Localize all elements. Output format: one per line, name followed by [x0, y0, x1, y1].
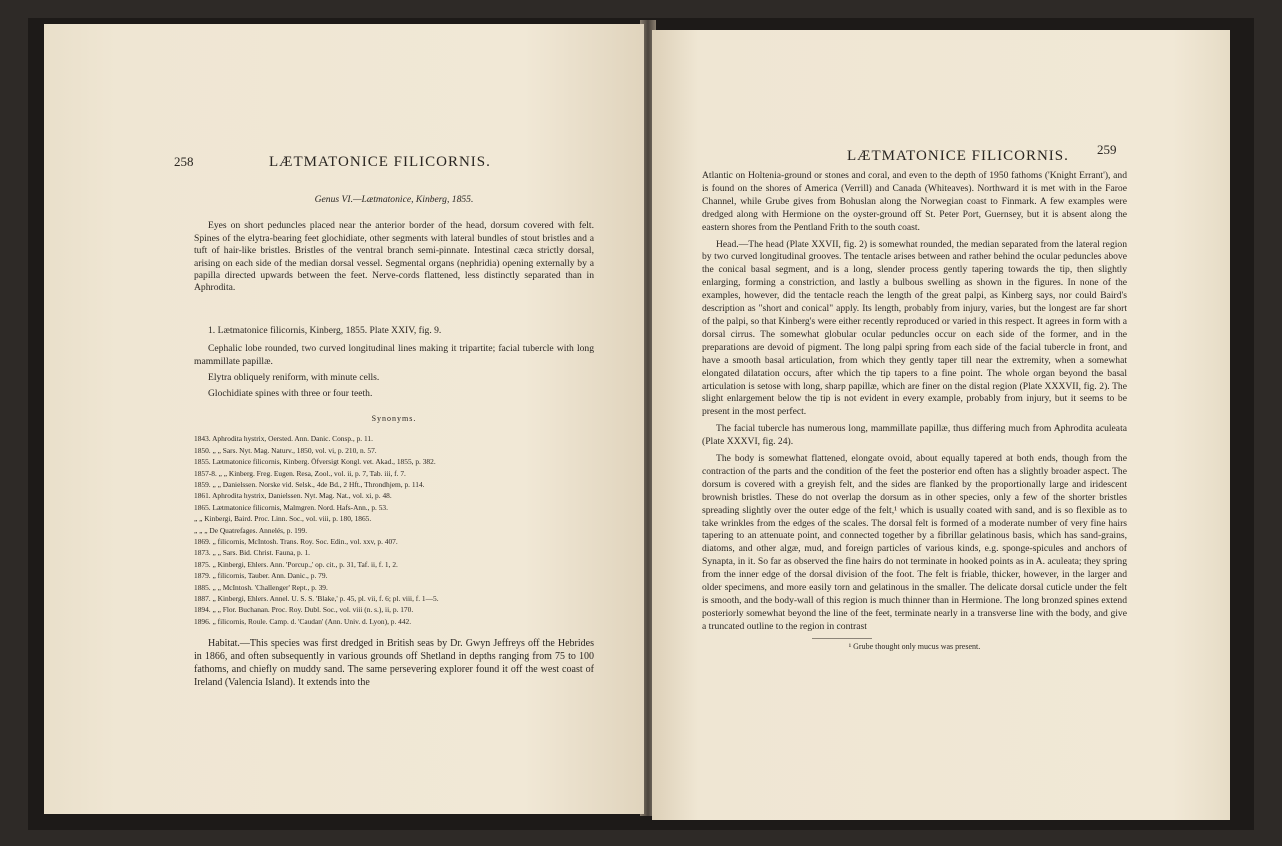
paragraph: The body is somewhat flattened, elongate ovoid, about equally tapered at both ends, though from the contraction of the parts and the condition of the feet the posterior end often has a slightly broader aspect. The dorsum is covered with a greyish felt, and the sides are flanked by the proportionally large and iridescent brownish bristles. These do not overlap the dorsum as in other species, only a few of the shorter bristles spreading slightly over the outer edge of the felt,¹ which is usually coated with sand, and is so flexible as to take wrinkles from the edges of the scales. The dorsal felt is formed of a moderate number of very fine hairs tapering to an attenuate point, and connected together by a fibrillar gelatinous basis, which has sand-grains, diatoms, and other algæ, mud, and foreign particles of various kinds, e.g. sponge-spicules and anchors of Synapta, in it. So far as observed the fine hairs do not terminate in hooked points as in A. aculeata; they spring from the inner edge of the dorsal division of the foot. The felt is friable, thicker, however, in the larger and older specimens, and more easily torn and gelatinous in the smaller. The delicate dorsal cuticle under the felt is smooth, and the body-wall of this region is much thinner than in Hermione. The long bronzed spines extend posteriorly somewhat beyond the line of the feet, terminate nearly in a transverse line with the body, and give a truncated outline to the region in contrast — [702, 453, 1127, 632]
synonym-entry: 1873. „ „ Sars. Bid. Christ. Fauna, p. 1. — [194, 548, 310, 558]
paragraph: The facial tubercle has numerous long, mammillate papillæ, thus differing much from Aphrodita aculeata (Plate XXXVI, fig. 24). — [702, 423, 1127, 448]
left-page — [44, 24, 644, 814]
footnote-rule — [812, 638, 872, 639]
synonym-entry: 1894. „ „ Flor. Buchanan. Proc. Roy. Dubl. Soc., vol. viii (n. s.), ii, p. 170. — [194, 605, 414, 615]
right-page-body — [702, 170, 1127, 654]
synonym-entry: 1850. „ „ Sars. Nyt. Mag. Naturv., 1850, vol. vi, p. 210, n. 57. — [194, 445, 377, 455]
species-heading: 1. Lætmatonice filicornis, Kinberg, 1855. Plate XXIV, fig. 9. — [208, 324, 442, 336]
species-description-line: Glochidiate spines with three or four teeth. — [208, 388, 373, 400]
genus-heading: Genus VI.—Lætmatonice, Kinberg, 1855. — [314, 194, 474, 205]
footnote: ¹ Grube thought only mucus was present. — [848, 641, 981, 651]
genus-description: Eyes on short peduncles placed near the anterior border of the head, dorsum covered with felt. Spines of the elytra-bearing feet glochidiate, other segments with lateral bundles of stout bristles and a tuft of hair-like bristles. Bristles of the ventral branch semi-pinnate. Intestinal cæca strictly dorsal, arising on each side of the median dorsal vessel. Segmental organs (nephridia) opening externally by a papilla directed upwards between the feet. Nerve-cords flattened, less distinctly separated than in Aphrodita. — [194, 220, 594, 294]
synonym-entry: 1879. „ filicornis, Tauber. Ann. Danic., p. 79. — [194, 571, 328, 581]
right-page-number: 259 — [1097, 142, 1117, 157]
species-description-line: Elytra obliquely reniform, with minute cells. — [208, 372, 380, 384]
right-page — [652, 30, 1230, 820]
synonym-entry: 1875. „ Kinbergi, Ehlers. Ann. 'Porcup.,' op. cit., p. 31, Taf. ii, f. 1, 2. — [194, 559, 398, 569]
synonym-entry: 1857-8. „ „ Kinberg. Freg. Eugen. Resa, Zool., vol. ii, p. 7, Tab. iii, f. 7. — [194, 468, 406, 478]
species-description-line: Cephalic lobe rounded, two curved longitudinal lines making it tripartite; facial tubercle with long mammillate papillæ. — [194, 343, 594, 367]
synonym-entry: 1859. „ „ Danielssen. Norske vid. Selsk., 4de Bd., 2 Hft., Throndhjem, p. 114. — [194, 479, 425, 489]
left-page-number: 258 — [174, 154, 194, 169]
left-running-head: LÆTMATONICE FILICORNIS. — [269, 154, 491, 170]
synonym-entry: 1869. „ filicornis, McIntosh. Trans. Roy. Soc. Edin., vol. xxv, p. 407. — [194, 536, 398, 546]
synonym-entry: 1843. Aphrodita hystrix, Oersted. Ann. Danic. Consp., p. 11. — [194, 434, 373, 444]
synonym-entry: 1887. „ Kinbergi, Ehlers. Annel. U. S. S. 'Blake,' p. 45, pl. vii, f. 6; pl. viii, f. 1—5. — [194, 593, 439, 603]
paragraph: Atlantic on Holtenia-ground or stones and coral, and even to the depth of 1950 fathoms ('Knight Errant'), and is found on the shores of America (Verrill) and Canada (Whiteaves). Northward it is met with in the Faroe Channel, while Grube gives from Bohuslan along the Norwegian coast to Finmark. A few examples were dredged along with Hermione on the oyster-ground off St. Peter Port, Guernsey, but it is absent along the eastern shores from the Pentland Frith to the south coast. — [702, 170, 1127, 233]
synonym-entry: 1896. „ filicornis, Roule. Camp. d. 'Caudan' (Ann. Univ. d. Lyon), p. 442. — [194, 616, 412, 626]
synonyms-list — [194, 433, 594, 627]
synonym-entry: „ „ „ De Quatrefages. Annelés, p. 199. — [194, 525, 308, 535]
synonym-entry: 1855. Lætmatonice filicornis, Kinberg. Öfversigt Kongl. vet. Akad., 1855, p. 382. — [194, 457, 436, 467]
synonym-entry: „ „ Kinbergi, Baird. Proc. Linn. Soc., vol. viii, p. 180, 1865. — [194, 514, 372, 524]
synonyms-heading: Synonyms. — [371, 413, 417, 423]
left-page-body — [194, 184, 594, 693]
habitat-paragraph: Habitat.—This species was first dredged in British seas by Dr. Gwyn Jeffreys off the Hebrides in 1866, and often subsequently in various grounds off Shetland in depths ranging from 75 to 100 fathoms, and chiefly on muddy sand. The same persevering explorer found it off the west coast of Ireland (Valencia Island). It extends into the — [194, 638, 594, 689]
right-running-head: LÆTMATONICE FILICORNIS. — [847, 148, 1069, 164]
synonym-entry: 1861. Aphrodita hystrix, Danielssen. Nyt. Mag. Nat., vol. xi, p. 48. — [194, 491, 392, 501]
synonym-entry: 1865. Lætmatonice filicornis, Malmgren. Nord. Hafs-Ann., p. 53. — [194, 502, 388, 512]
synonym-entry: 1885. „ „ McIntosh. 'Challenger' Rept., p. 39. — [194, 582, 328, 592]
paragraph: Head.—The head (Plate XXVII, fig. 2) is somewhat rounded, the median separated from the lateral region by two curved longitudinal grooves. The tentacle arises between and rather behind the ocular peduncles above the conical basal segment, and is a long, slender process gently tapering towards the tip, then slightly enlarging, forming a constriction, and lastly a bulbous swelling as shown in the figures. In none of the examples, however, did the tentacle reach the length of the great palpi, as Kinberg says, nor could Baird's description as "short and conical" apply. Its length, probably from injury, varies, but the longest are far short of the palpi, so that Kinberg's were either recently reproduced or varied in this respect. It agrees in form with a dorsal cirrus. The somewhat globular ocular peduncles occur on each side of the former, and in the preparations are devoid of pigment. The long palpi spring from each side of the facial tubercle in front, and have a smooth basal articulation, from which they gently taper till near the extremity, when a somewhat elongated dilatation occurs, after which the tip tapers to a fine point. The whole organ beyond the basal articulation is setose with long, sharp papillæ, which are finer on the distal region (Plate XXXVII, fig. 2). The slight enlargement below the tip is not evident in every example, probably from injury, but it seems to be present in the most perfect. — [702, 238, 1127, 418]
